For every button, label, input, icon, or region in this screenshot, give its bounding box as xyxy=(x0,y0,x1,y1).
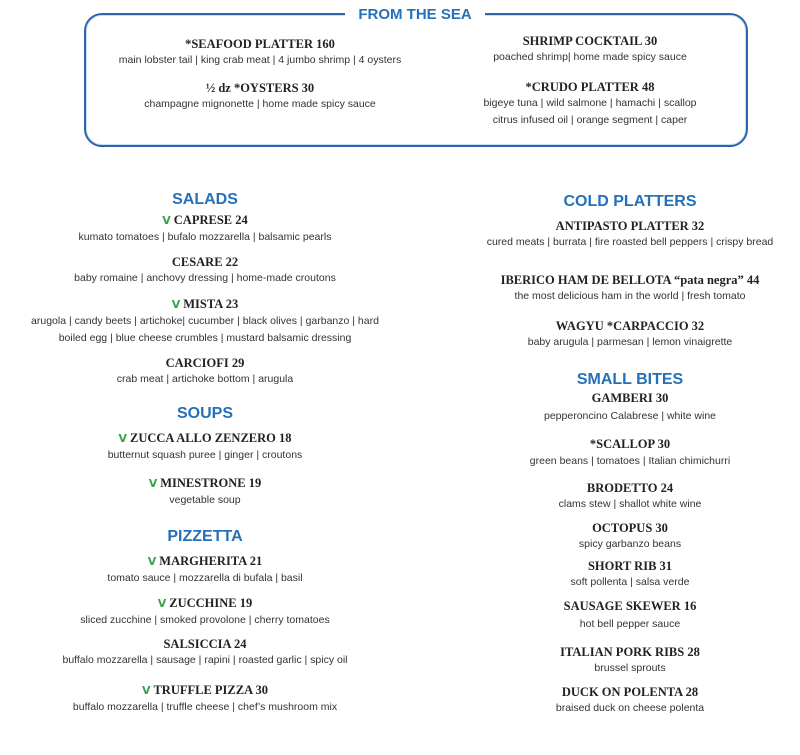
menu-item-oysters: ½ dz *OYSTERS 30 champagne mignonette | home made spicy sauce xyxy=(144,81,376,110)
vegetarian-icon: V xyxy=(148,477,158,490)
menu-item-brodetto: BRODETTO 24 clams stew | shallot white wine xyxy=(558,481,702,510)
menu-item-italian-pork-ribs: ITALIAN PORK RIBS 28 brussel sprouts xyxy=(560,645,700,674)
vegetarian-icon: V xyxy=(171,298,181,311)
menu-item-octopus: OCTOPUS 30 spicy garbanzo beans xyxy=(578,521,682,550)
menu-item-caprese: V CAPRESE 24 kumato tomatoes | bufalo mozzarella | balsamic pearls xyxy=(78,213,332,243)
menu-item-gamberi: GAMBERI 30 pepperoncino Calabrese | white wine xyxy=(544,391,716,422)
menu-item-cesare: CESARE 22 baby romaine | anchovy dressing | home-made croutons xyxy=(74,255,336,284)
menu-item-mista: V MISTA 23 arugola | candy beets | artichoke| cucumber | black olives | garbanzo | hard boiled egg | blue cheese crumbles | mustard balsamic dressing xyxy=(31,297,379,344)
salads-heading: SALADS xyxy=(172,191,238,208)
soups-heading: SOUPS xyxy=(176,405,233,422)
small-bites-heading: SMALL BITES xyxy=(576,371,684,388)
menu-item-short-rib: SHORT RIB 31 soft pollenta | salsa verde xyxy=(570,559,690,588)
menu-item-antipasto-platter: ANTIPASTO PLATTER 32 cured meats | burrata | fire roasted bell peppers | crispy bread xyxy=(486,219,774,248)
vegetarian-icon: V xyxy=(118,432,127,445)
menu-item-sausage-skewer: SAUSAGE SKEWER 16 hot bell pepper sauce xyxy=(563,599,697,630)
menu-item-carciofi: CARCIOFI 29 crab meat | artichoke bottom | arugula xyxy=(116,356,294,385)
vegetarian-icon: V xyxy=(162,214,171,227)
menu-item-margherita: V MARGHERITA 21 tomato sauce | mozzarella di bufala | basil xyxy=(107,554,303,584)
menu-item-wagyu-carpaccio: WAGYU *CARPACCIO 32 baby arugula | parmesan | lemon vinaigrette xyxy=(527,319,733,348)
menu-item-minestrone: V MINESTRONE 19 vegetable soup xyxy=(148,476,262,506)
menu-item-duck-on-polenta: DUCK ON POLENTA 28 braised duck on cheese polenta xyxy=(555,685,705,714)
menu-item-shrimp-cocktail: SHRIMP COCKTAIL 30 poached shrimp| home made spicy sauce xyxy=(493,34,687,63)
menu-item-iberico-ham: IBERICO HAM DE BELLOTA “pata negra” 44 the most delicious ham in the world | fresh tomato xyxy=(500,273,760,302)
vegetarian-icon: V xyxy=(157,597,167,610)
menu-item-crudo-platter: *CRUDO PLATTER 48 bigeye tuna | wild salmone | hamachi | scallop citrus infused oil | orange segment | caper xyxy=(483,80,697,126)
menu-item-zucca: V ZUCCA ALLO ZENZERO 18 butternut squash puree | ginger | croutons xyxy=(107,431,303,461)
menu-item-scallop: *SCALLOP 30 green beans | tomatoes | Italian chimichurri xyxy=(529,437,731,467)
menu-item-salsiccia: SALSICCIA 24 buffalo mozzarella | sausage | rapini | roasted garlic | spicy oil xyxy=(62,637,348,666)
menu-item-zucchine: V ZUCCHINE 19 sliced zucchine | smoked provolone | cherry tomatoes xyxy=(80,596,330,626)
from-the-sea-heading: FROM THE SEA xyxy=(345,4,485,26)
cold-platters-heading: COLD PLATTERS xyxy=(563,193,697,210)
pizzetta-heading: PIZZETTA xyxy=(167,528,243,545)
vegetarian-icon: V xyxy=(147,555,157,568)
menu-item-truffle-pizza: V TRUFFLE PIZZA 30 buffalo mozzarella | truffle cheese | chef’s mushroom mix xyxy=(72,683,338,713)
menu-item-seafood-platter: *SEAFOOD PLATTER 160 main lobster tail | king crab meat | 4 jumbo shrimp | 4 oysters xyxy=(118,37,402,66)
vegetarian-icon: V xyxy=(141,684,151,697)
